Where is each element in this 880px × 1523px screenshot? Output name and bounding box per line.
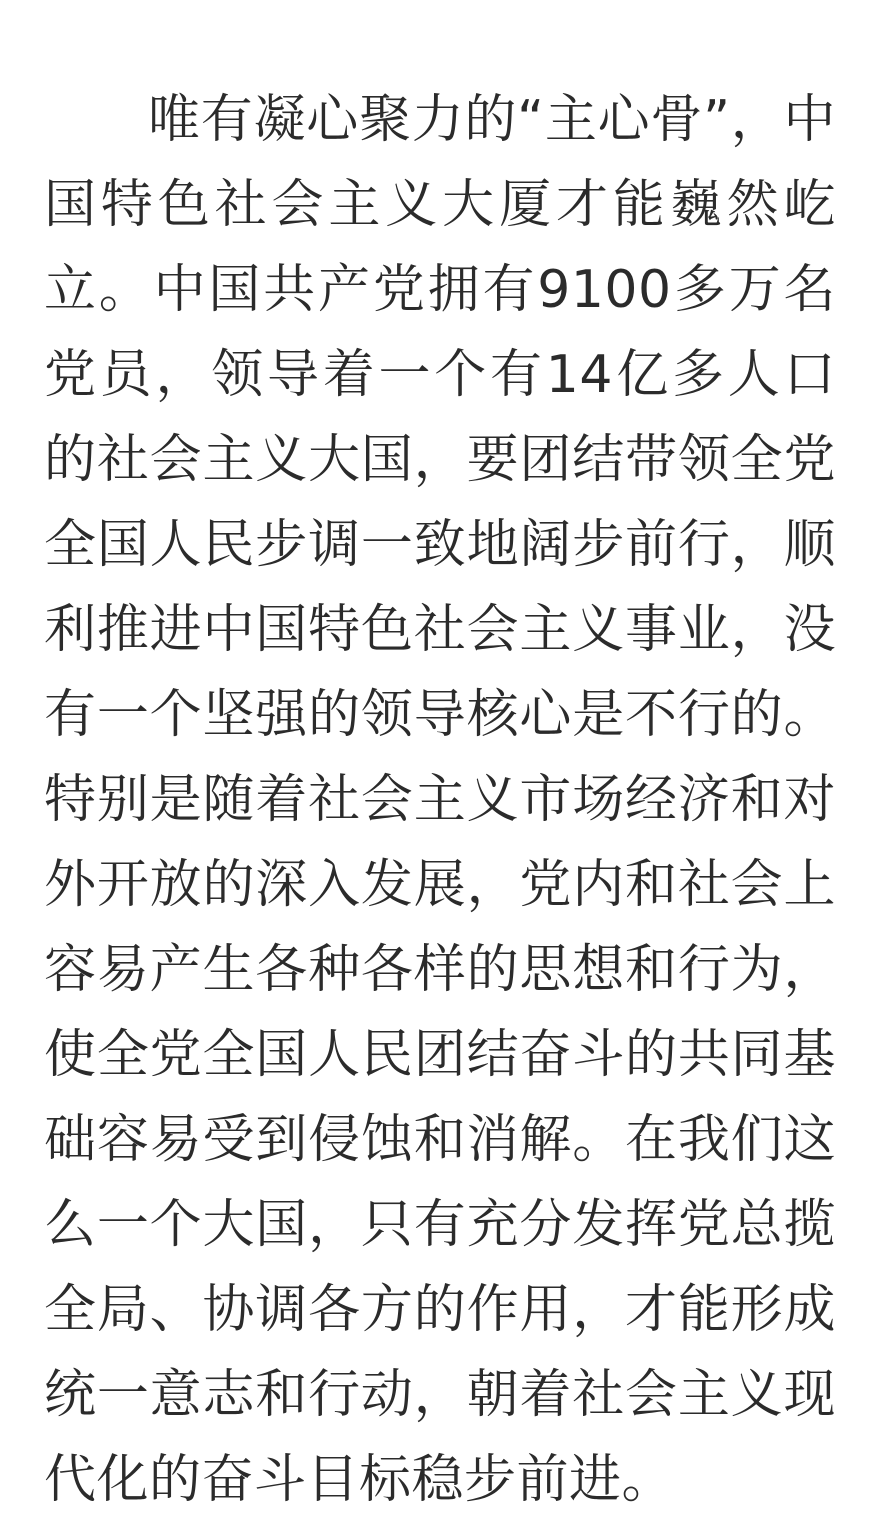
article-paragraph: 唯有凝心聚力的“主心骨”，中国特色社会主义大厦才能巍然屹立。中国共产党拥有9100多万名党员，领导着一个有14亿多人口的社会主义大国，要团结带领全党全国人民步调一致地阔步前行，顺利推进中国特色社会主义事业，没有一个坚强的领导核心是不行的。特别是随着社会主义市场经济和对外开放的深入发展，党内和社会上容易产生各种各样的思想和行为，使全党全国人民团结奋斗的共同基础容易受到侵蚀和消解。在我们这么一个大国，只有充分发挥党总揽全局、协调各方的作用，才能形成统一意志和行动，朝着社会主义现代化的奋斗目标稳步前进。 xyxy=(44,90,836,1510)
